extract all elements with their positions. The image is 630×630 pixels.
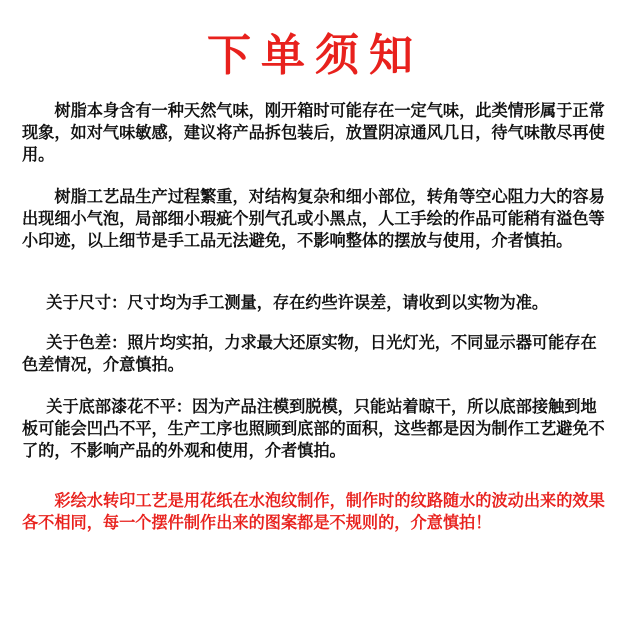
bottom-finish-note: 关于底部漆花不平：因为产品注模到脱模，只能站着晾干，所以底部接触到地板可能会凹凸不平，生产工序也照顾到底部的面积，这些都是因为制作工艺避免不了的，不影响产品的外观和使用，介者慎拍。: [22, 397, 605, 460]
resin-odor-note: 树脂本身含有一种天然气味，刚开箱时可能存在一定气味，此类情形属于正常现象，如对气味敏感，建议将产品拆包装后，放置阴凉通风几日，待气味散尽再使用。: [22, 101, 605, 164]
color-difference-note: 关于色差：照片均实拍，力求最大还原实物，日光灯光，不同显示器可能存在色差情况，介意慎拍。: [22, 333, 597, 374]
craft-defects-note: 树脂工艺品生产过程繁重，对结构复杂和细小部位，转角等空心阻力大的容易出现细小气泡，局部细小瑕疵个别气孔或小黑点，人工手绘的作品可能稍有溢色等小印迹，以上细节是手工品无法避免，不影响整体的摆放与使用，介者慎拍。: [22, 187, 605, 250]
size-note: 关于尺寸：尺寸均为手工测量，存在约些许误差，请收到以实物为准。: [46, 293, 549, 312]
water-transfer-notice: 彩绘水转印工艺是用花纸在水泡纹制作，制作时的纹路随水的波动出来的效果各不相同，每一个摆件制作出来的图案都是不规则的，介意慎拍！: [22, 491, 605, 532]
page-title: 下单须知: [207, 30, 423, 81]
